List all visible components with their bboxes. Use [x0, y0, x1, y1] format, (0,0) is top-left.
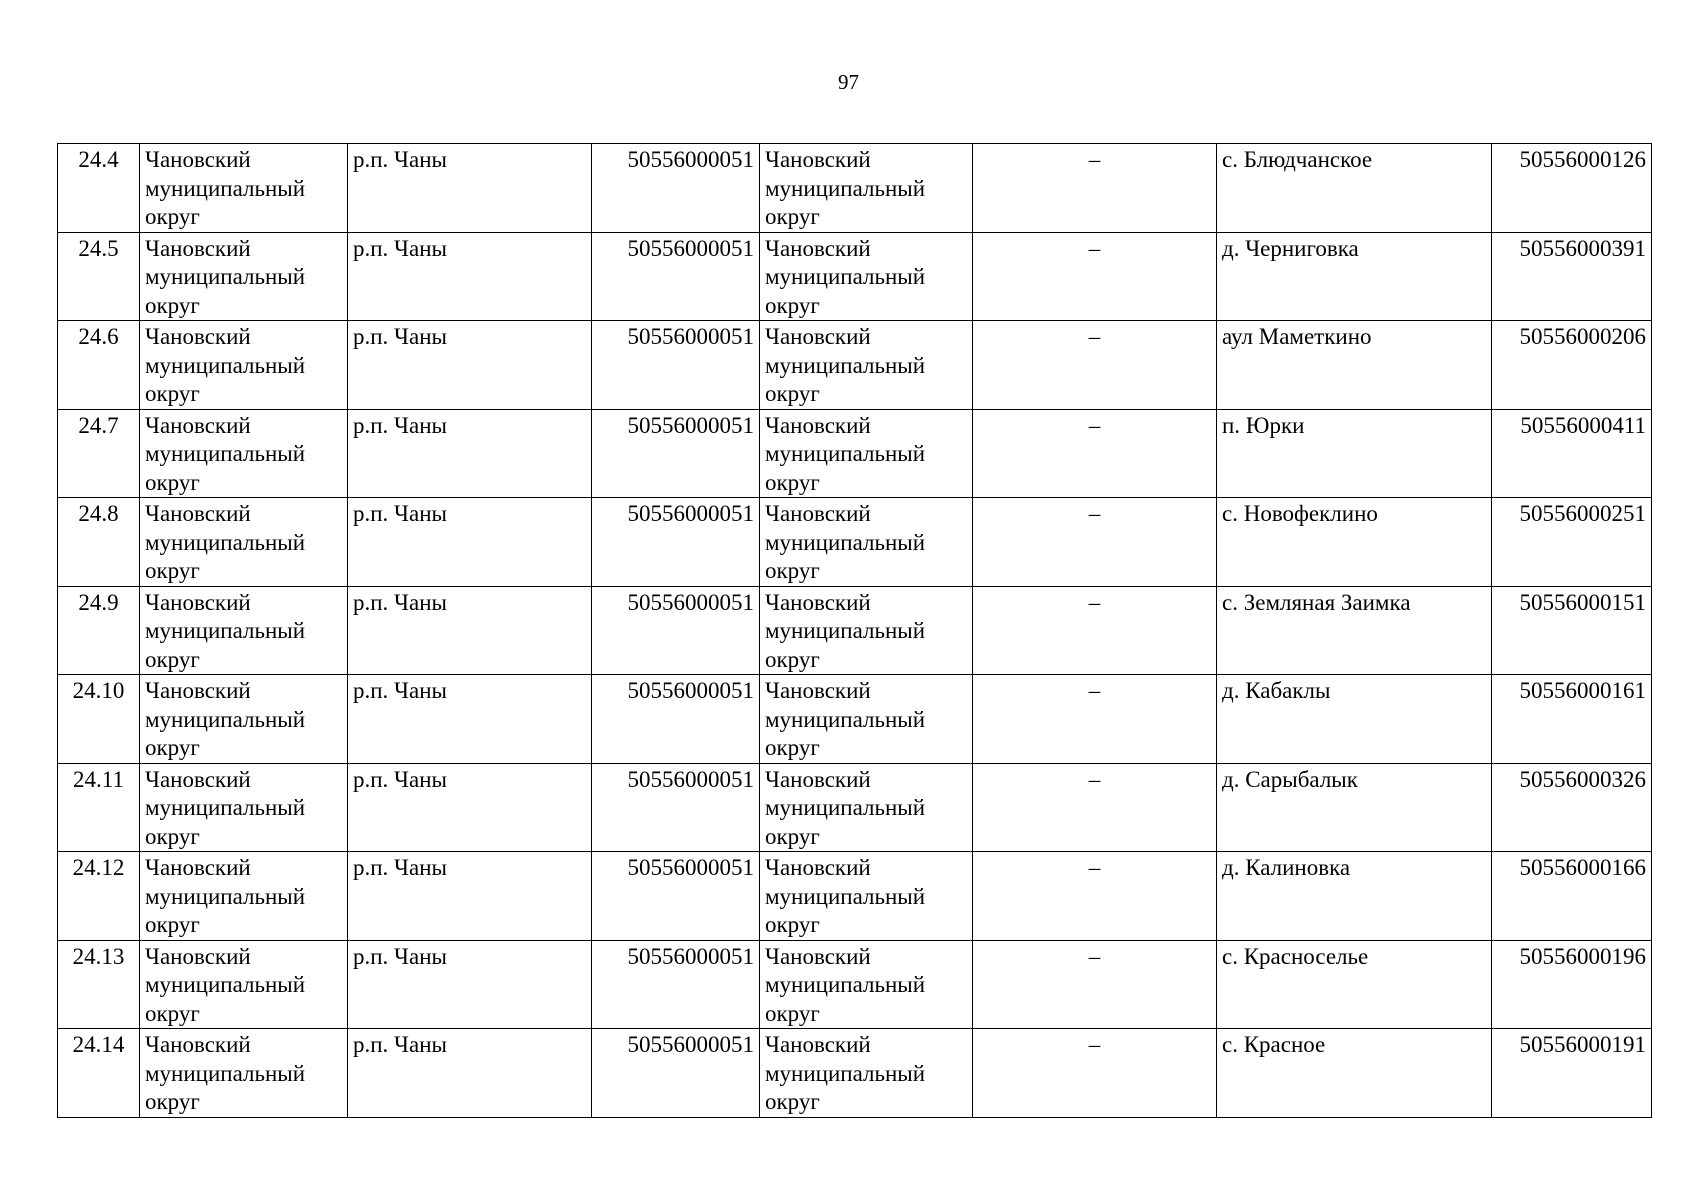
settlement-cell: с. Новофеклино: [1217, 498, 1492, 587]
admin-center-cell: р.п. Чаны: [348, 675, 592, 764]
table-row: [58, 232, 1652, 321]
municipality-cell: Чановский муниципальный округ: [760, 586, 973, 675]
district-cell: Чановский муниципальный округ: [140, 586, 348, 675]
dash-cell: –: [973, 1029, 1217, 1118]
row-number-cell: 24.11: [58, 763, 140, 852]
settlements-table: [57, 143, 1652, 1118]
row-number-cell: 24.8: [58, 498, 140, 587]
district-cell: Чановский муниципальный округ: [140, 409, 348, 498]
admin-center-code-cell: 50556000051: [592, 852, 760, 941]
settlement-code-cell: 50556000191: [1492, 1029, 1652, 1118]
admin-center-code-cell: 50556000051: [592, 675, 760, 764]
admin-center-cell: р.п. Чаны: [348, 940, 592, 1029]
municipality-cell: Чановский муниципальный округ: [760, 675, 973, 764]
admin-center-code-cell: 50556000051: [592, 144, 760, 233]
district-cell: Чановский муниципальный округ: [140, 144, 348, 233]
table-row: [58, 144, 1652, 233]
row-number-cell: 24.9: [58, 586, 140, 675]
dash-cell: –: [973, 940, 1217, 1029]
dash-cell: –: [973, 763, 1217, 852]
dash-cell: –: [973, 321, 1217, 410]
settlement-code-cell: 50556000161: [1492, 675, 1652, 764]
settlement-code-cell: 50556000206: [1492, 321, 1652, 410]
admin-center-cell: р.п. Чаны: [348, 763, 592, 852]
district-cell: Чановский муниципальный округ: [140, 232, 348, 321]
settlement-cell: с. Блюдчанское: [1217, 144, 1492, 233]
admin-center-cell: р.п. Чаны: [348, 852, 592, 941]
dash-cell: –: [973, 586, 1217, 675]
municipality-cell: Чановский муниципальный округ: [760, 1029, 973, 1118]
district-cell: Чановский муниципальный округ: [140, 852, 348, 941]
admin-center-cell: р.п. Чаны: [348, 409, 592, 498]
district-cell: Чановский муниципальный округ: [140, 498, 348, 587]
table-row: [58, 321, 1652, 410]
district-cell: Чановский муниципальный округ: [140, 763, 348, 852]
dash-cell: –: [973, 409, 1217, 498]
admin-center-cell: р.п. Чаны: [348, 586, 592, 675]
table-body: [58, 144, 1652, 1118]
admin-center-code-cell: 50556000051: [592, 586, 760, 675]
municipality-cell: Чановский муниципальный округ: [760, 763, 973, 852]
settlement-code-cell: 50556000391: [1492, 232, 1652, 321]
district-cell: Чановский муниципальный округ: [140, 940, 348, 1029]
table-row: [58, 586, 1652, 675]
admin-center-code-cell: 50556000051: [592, 1029, 760, 1118]
dash-cell: –: [973, 852, 1217, 941]
settlement-cell: с. Красное: [1217, 1029, 1492, 1118]
row-number-cell: 24.5: [58, 232, 140, 321]
row-number-cell: 24.14: [58, 1029, 140, 1118]
municipality-cell: Чановский муниципальный округ: [760, 498, 973, 587]
table-row: [58, 763, 1652, 852]
municipality-cell: Чановский муниципальный округ: [760, 232, 973, 321]
district-cell: Чановский муниципальный округ: [140, 1029, 348, 1118]
admin-center-code-cell: 50556000051: [592, 409, 760, 498]
settlement-code-cell: 50556000166: [1492, 852, 1652, 941]
settlement-cell: п. Юрки: [1217, 409, 1492, 498]
row-number-cell: 24.6: [58, 321, 140, 410]
settlement-cell: д. Сарыбалык: [1217, 763, 1492, 852]
settlement-cell: д. Черниговка: [1217, 232, 1492, 321]
admin-center-code-cell: 50556000051: [592, 498, 760, 587]
settlement-cell: с. Красноселье: [1217, 940, 1492, 1029]
settlement-code-cell: 50556000251: [1492, 498, 1652, 587]
settlement-cell: аул Маметкино: [1217, 321, 1492, 410]
admin-center-cell: р.п. Чаны: [348, 498, 592, 587]
dash-cell: –: [973, 144, 1217, 233]
admin-center-cell: р.п. Чаны: [348, 1029, 592, 1118]
settlement-code-cell: 50556000151: [1492, 586, 1652, 675]
settlement-cell: д. Калиновка: [1217, 852, 1492, 941]
settlement-code-cell: 50556000411: [1492, 409, 1652, 498]
municipality-cell: Чановский муниципальный округ: [760, 409, 973, 498]
dash-cell: –: [973, 498, 1217, 587]
table-row: [58, 675, 1652, 764]
dash-cell: –: [973, 675, 1217, 764]
row-number-cell: 24.10: [58, 675, 140, 764]
table-row: [58, 940, 1652, 1029]
row-number-cell: 24.7: [58, 409, 140, 498]
table-row: [58, 852, 1652, 941]
row-number-cell: 24.4: [58, 144, 140, 233]
admin-center-code-cell: 50556000051: [592, 232, 760, 321]
district-cell: Чановский муниципальный округ: [140, 321, 348, 410]
admin-center-code-cell: 50556000051: [592, 940, 760, 1029]
page-number: 97: [838, 70, 859, 94]
municipality-cell: Чановский муниципальный округ: [760, 940, 973, 1029]
table-row: [58, 409, 1652, 498]
dash-cell: –: [973, 232, 1217, 321]
table-row: [58, 498, 1652, 587]
municipality-cell: Чановский муниципальный округ: [760, 144, 973, 233]
settlement-code-cell: 50556000326: [1492, 763, 1652, 852]
settlement-code-cell: 50556000196: [1492, 940, 1652, 1029]
row-number-cell: 24.13: [58, 940, 140, 1029]
row-number-cell: 24.12: [58, 852, 140, 941]
table-row: [58, 1029, 1652, 1118]
settlement-cell: д. Кабаклы: [1217, 675, 1492, 764]
admin-center-code-cell: 50556000051: [592, 321, 760, 410]
admin-center-cell: р.п. Чаны: [348, 144, 592, 233]
settlement-code-cell: 50556000126: [1492, 144, 1652, 233]
municipality-cell: Чановский муниципальный округ: [760, 852, 973, 941]
municipality-cell: Чановский муниципальный округ: [760, 321, 973, 410]
admin-center-code-cell: 50556000051: [592, 763, 760, 852]
admin-center-cell: р.п. Чаны: [348, 321, 592, 410]
settlement-cell: с. Земляная Заимка: [1217, 586, 1492, 675]
district-cell: Чановский муниципальный округ: [140, 675, 348, 764]
admin-center-cell: р.п. Чаны: [348, 232, 592, 321]
